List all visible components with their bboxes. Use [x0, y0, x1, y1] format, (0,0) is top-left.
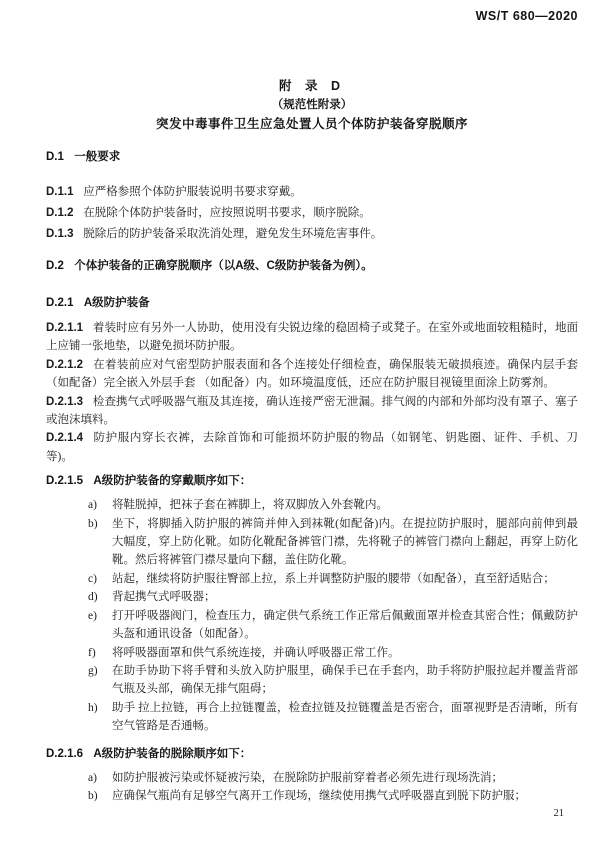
list-item-text: 在助手协助下将手臂和头放入防护服里，确保手已在手套内，助手将防护服拉起并覆盖背部气瓶及头部，确保无排气阻碍； [112, 664, 578, 696]
list-item [46, 769, 578, 787]
clause-d2-1-2 [46, 356, 578, 393]
list-item-label: b) [88, 517, 98, 530]
list-item [46, 644, 578, 662]
clause-text: 应严格参照个体防护服装说明书要求穿戴。 [83, 186, 302, 198]
clause-d2-1-4 [46, 429, 578, 466]
list-item [46, 496, 578, 514]
list-item-text: 助手 拉上拉链，再合上拉链覆盖，检查拉链及拉链覆盖是否密合，面罩视野是否清晰，所有空气管路是否通畅。 [112, 701, 578, 733]
list-item-text: 背起携气式呼吸器； [112, 591, 216, 604]
appendix-label: 附 录 D [279, 79, 345, 93]
appendix-title: 突发中毒事件卫生应急处置人员个体防护装备穿脱顺序 [155, 117, 468, 131]
clause-text: 在脱除个体防护装备时，应按照说明书要求，顺序脱除。 [83, 207, 371, 219]
section-title: A级防护装备的穿戴顺序如下： [93, 475, 252, 488]
clause-text: 脱除后的防护装备采取洗消处理，避免发生环境危害事件。 [83, 228, 383, 240]
clause-d2-1-1 [46, 319, 578, 356]
clause-text: 检查携气式呼吸器气瓶及其连接，确认连接严密无泄漏。排气阀的内部和外部均没有罩子、塞子或泡沫填料。 [46, 395, 578, 427]
list-item-text: 坐下，将脚插入防护服的裤筒并伸入到袜靴(如配备)内。在提拉防护服时，腿部向前伸到最大幅度，穿上防化靴。如防化靴配备裤管门襟，先将靴子的裤管门襟向上翻起，再穿上防化靴。然后将裤管门襟尽量向下翻，盖住防化靴。 [112, 517, 578, 567]
clause-number: D.1.1 [46, 186, 74, 198]
section-title: 个体护装备的正确穿脱顺序（以A级、C级防护装备为例）。 [74, 260, 373, 272]
list-item [46, 570, 578, 588]
section-number: D.1 [46, 151, 64, 163]
page-content [46, 0, 578, 805]
section-d1-clauses [46, 182, 578, 245]
appendix-type-label: （规范性附录） [271, 99, 353, 111]
list-item [46, 588, 578, 606]
clause-d1-2 [46, 203, 578, 224]
section-number: D.2.1 [46, 297, 74, 309]
list-item-text: 将呼吸器面罩和供气系统连接，并确认呼吸器正常工作。 [112, 646, 400, 659]
section-heading-d2 [46, 257, 578, 276]
section-heading-d1 [46, 148, 578, 167]
appendix-title-block [46, 77, 578, 134]
clause-number: D.2.1.3 [46, 395, 84, 408]
clause-number: D.2.1.2 [46, 358, 84, 371]
list-item-label: g) [88, 664, 98, 677]
section-heading-d2-1-5 [46, 472, 578, 491]
list-item-text: 如防护服被污染或怀疑被污染，在脱除防护服前穿着者必须先进行现场洗消； [112, 771, 503, 784]
list-item-label: e) [88, 609, 97, 622]
clause-number: D.2.1.4 [46, 432, 84, 445]
section-number: D.2.1.6 [46, 747, 84, 760]
clause-number: D.1.2 [46, 207, 74, 219]
clause-d1-3 [46, 224, 578, 245]
section-title: A级防护装备的脱除顺序如下： [93, 747, 252, 760]
list-item [46, 662, 578, 699]
section-title: 一般要求 [74, 151, 121, 163]
clause-d1-1 [46, 182, 578, 203]
doffing-steps-list [46, 769, 578, 806]
list-item-label: a) [88, 499, 97, 512]
list-item-text: 将鞋脱掉，把袜子套在裤脚上，将双脚放入外套靴内。 [112, 499, 388, 512]
clause-text: 防护服内穿长衣裤，去除首饰和可能损坏防护服的物品（如钢笔、钥匙圈、证件、手机、刀等)。 [46, 432, 578, 463]
list-item-label: d) [88, 591, 98, 604]
list-item-label: c) [88, 572, 97, 585]
clause-text: 在着装前应对气密型防护服表面和各个连接处仔细检查，确保服装无破损痕迹。确保内层手套（如配备）完全嵌入外层手套 （如配备）内。如环境温度低，还应在防护服目视镜里面涂上防雾剂。 [46, 358, 578, 390]
list-item-text: 站起，继续将防护服往臀部上拉，系上并调整防护服的腰带（如配备），直至舒适贴合； [112, 572, 555, 585]
page-number: 21 [553, 808, 564, 819]
section-heading-d2-1 [46, 294, 578, 313]
list-item [46, 607, 578, 644]
list-item-label: a) [88, 771, 97, 784]
list-item [46, 515, 578, 570]
section-d2-1-clauses [46, 319, 578, 466]
section-title: A级防护装备 [83, 297, 150, 309]
list-item-label: h) [88, 701, 98, 714]
list-item [46, 699, 578, 736]
donning-steps-list [46, 496, 578, 735]
clause-number: D.1.3 [46, 228, 74, 240]
running-header-standard-number: WS/T 680—2020 [475, 9, 578, 23]
list-item-label: f) [88, 646, 96, 659]
list-item [46, 787, 578, 805]
section-heading-d2-1-6 [46, 745, 578, 764]
section-number: D.2.1.5 [46, 475, 84, 488]
list-item-text: 应确保气瓶尚有足够空气离开工作现场，继续使用携气式呼吸器直到脱下防护服； [112, 789, 526, 802]
list-item-label: b) [88, 789, 98, 802]
clause-number: D.2.1.1 [46, 322, 84, 334]
section-number: D.2 [46, 260, 64, 272]
clause-text: 着装时应有另外一人协助，使用没有尖锐边缘的稳固椅子或凳子。在室外或地面较粗糙时，地面上应铺一张地垫，以避免损坏防护服。 [46, 322, 578, 353]
list-item-text: 打开呼吸器阀门，检查压力，确定供气系统工作正常后佩戴面罩并检查其密合性；佩戴防护头盔和通讯设备（如配备）。 [112, 609, 578, 641]
clause-d2-1-3 [46, 393, 578, 430]
